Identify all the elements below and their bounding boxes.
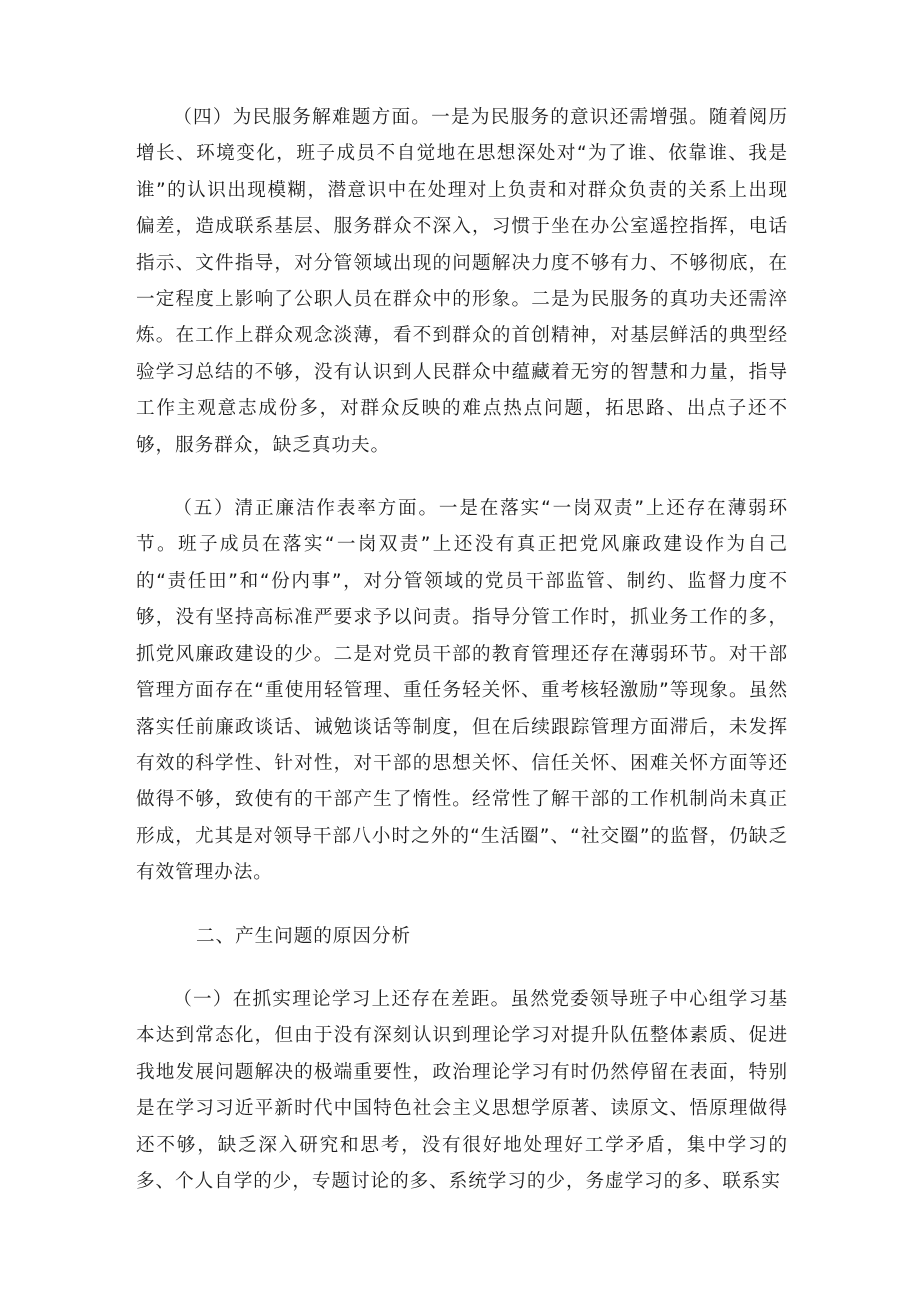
paragraph-theory-study: （一）在抓实理论学习上还存在差距。虽然党委领导班子中心组学习基本达到常态化，但由于没有深刻认识到理论学习对提升队伍整体素质、促进我地发展问题解决的极端重要性，政治理论学习有时仍然停留在表面，特别是在学习习近平新时代中国特色社会主义思想学原著、读原文、悟原理做得还不够，缺乏深入研究和思考，没有很好地处理好工学矛盾，集中学习的多、个人自学的少，专题讨论的多、系统学习的少，务虚学习的多、联系实 (136, 988, 788, 1192)
document-body (136, 100, 788, 1200)
paragraph-integrity: （五）清正廉洁作表率方面。一是在落实“一岗双责”上还存在薄弱环节。班子成员在落实“一岗双责”上还没有真正把党风廉政建设作为自己的“责任田”和“份内事”，对分管领域的党员干部监管、制约、监督力度不够，没有坚持高标准严要求予以问责。指导分管工作时，抓业务工作的多，抓党风廉政建设的少。二是对党员干部的教育管理还存在薄弱环节。对干部管理方面存在“重使用轻管理、重任务轻关怀、重考核轻激励”等现象。虽然落实任前廉政谈话、诫勉谈话等制度，但在后续跟踪管理方面滞后，未发挥有效的科学性、针对性，对干部的思想关怀、信任关怀、困难关怀方面等还做得不够，致使有的干部产生了惰性。经常性了解干部的工作机制尚未真正形成，尤其是对领导干部八小时之外的“生活圈”、“社交圈”的监督，仍缺乏有效管理办法。 (136, 498, 788, 884)
section-heading: 二、产生问题的原因分析 (196, 925, 411, 947)
paragraph-serving-people: （四）为民服务解难题方面。一是为民服务的意识还需增强。随着阅历增长、环境变化，班子成员不自觉地在思想深处对“为了谁、依靠谁、我是谁”的认识出现模糊，潜意识中在处理对上负责和对群众负责的关系上出现偏差，造成联系基层、服务群众不深入，习惯于坐在办公室遥控指挥，电话指示、文件指导，对分管领域出现的问题解决力度不够有力、不够彻底，在一定程度上影响了公职人员在群众中的形象。二是为民服务的真功夫还需淬炼。在工作上群众观念淡薄，看不到群众的首创精神，对基层鲜活的典型经验学习总结的不够，没有认识到人民群众中蕴藏着无穷的智慧和力量，指导工作主观意志成份多，对群众反映的难点热点问题，拓思路、出点子还不够，服务群众，缺乏真功夫。 (136, 107, 788, 456)
